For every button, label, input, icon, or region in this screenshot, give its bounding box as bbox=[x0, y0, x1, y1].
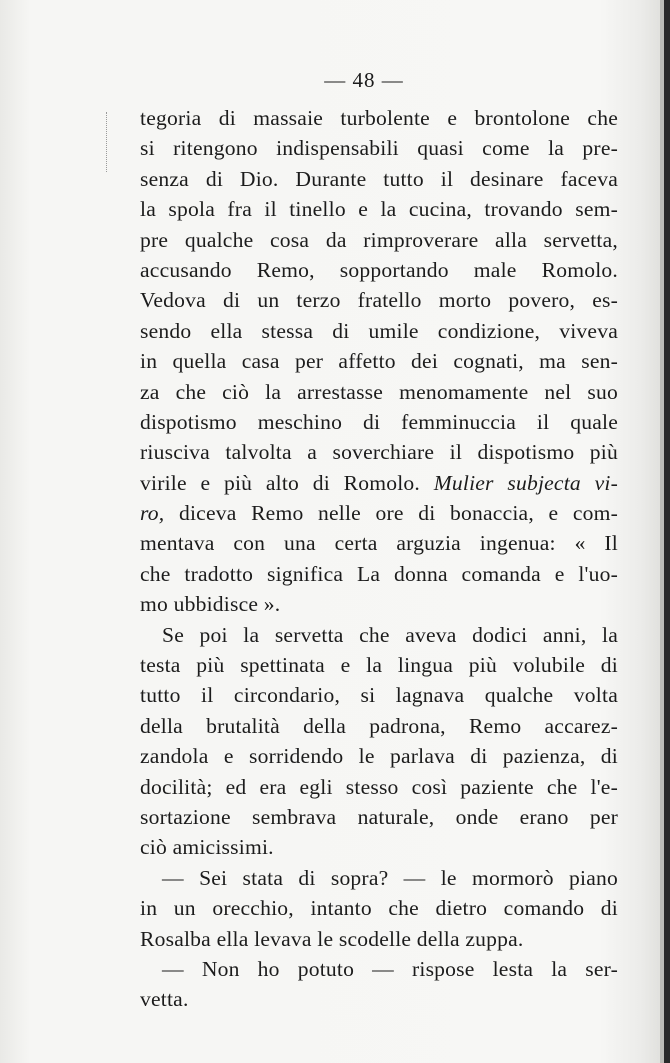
page-number: — 48 — bbox=[324, 68, 404, 92]
text-line: vetta. bbox=[140, 987, 189, 1012]
text-line: in un orecchio, intanto che dietro comando di bbox=[140, 896, 618, 921]
text-segment: diceva Remo nelle ore di bonaccia, e com- bbox=[178, 501, 618, 526]
margin-marks bbox=[106, 112, 111, 172]
text-line: tutto il circondario, si lagnava qualche volta bbox=[140, 683, 618, 708]
text-line: testa più spettinata e la lingua più volubile di bbox=[140, 653, 618, 678]
text-line: in quella casa per affetto dei cognati, ma sen- bbox=[140, 349, 618, 374]
latin-quote: Mulier subjecta vi- bbox=[433, 470, 618, 495]
text-line: za che ciò la arrestasse menomamente nel suo bbox=[140, 379, 618, 404]
latin-quote-end: ro, bbox=[140, 501, 165, 526]
text-line: si ritengono indispensabili quasi come la pre- bbox=[140, 136, 618, 161]
text-line: tegoria di massaie turbolente e brontolone che bbox=[140, 106, 618, 130]
page-edge bbox=[664, 0, 670, 1063]
text-line: la spola fra il tinello e la cucina, trovando sem- bbox=[140, 197, 618, 222]
text-line: mentava con una certa arguzia ingenua: « Il bbox=[140, 531, 618, 556]
text-line: zandola e sorridendo le parlava di pazienza, di bbox=[140, 744, 618, 769]
text-line: accusando Remo, sopportando male Romolo. bbox=[140, 257, 618, 282]
text-line: — Sei stata di sopra? — le mormorò piano bbox=[162, 865, 618, 890]
text-line: senza di Dio. Durante tutto il desinare faceva bbox=[140, 166, 618, 191]
text-line-with-italic bbox=[140, 498, 618, 528]
text-line: Se poi la servetta che aveva dodici anni, la bbox=[162, 622, 618, 647]
text-line: ciò amicissimi. bbox=[140, 835, 274, 860]
text-line-with-italic bbox=[140, 468, 618, 498]
text-segment: virile e più alto di Romolo. bbox=[140, 470, 420, 495]
text-line: sortazione sembrava naturale, onde erano per bbox=[140, 804, 618, 829]
text-line: Rosalba ella levava le scodelle della zuppa. bbox=[140, 926, 524, 951]
text-line: pre qualche cosa da rimproverare alla servetta, bbox=[140, 227, 618, 252]
text-line: Vedova di un terzo fratello morto povero, es- bbox=[140, 288, 618, 313]
text-line: sendo ella stessa di umile condizione, viveva bbox=[140, 318, 618, 343]
text-line: riusciva talvolta a soverchiare il dispotismo più bbox=[140, 440, 618, 465]
text-line: docilità; ed era egli stesso così paziente che l'e- bbox=[140, 774, 618, 799]
body-text bbox=[140, 103, 618, 1015]
text-line: — Non ho potuto — rispose lesta la ser- bbox=[162, 956, 618, 981]
text-line: dispotismo meschino di femminuccia il quale bbox=[140, 409, 618, 434]
text-line: della brutalità della padrona, Remo accarez- bbox=[140, 713, 618, 738]
text-line: mo ubbidisce ». bbox=[140, 592, 281, 617]
text-line: che tradotto significa La donna comanda e l'uo- bbox=[140, 561, 618, 586]
